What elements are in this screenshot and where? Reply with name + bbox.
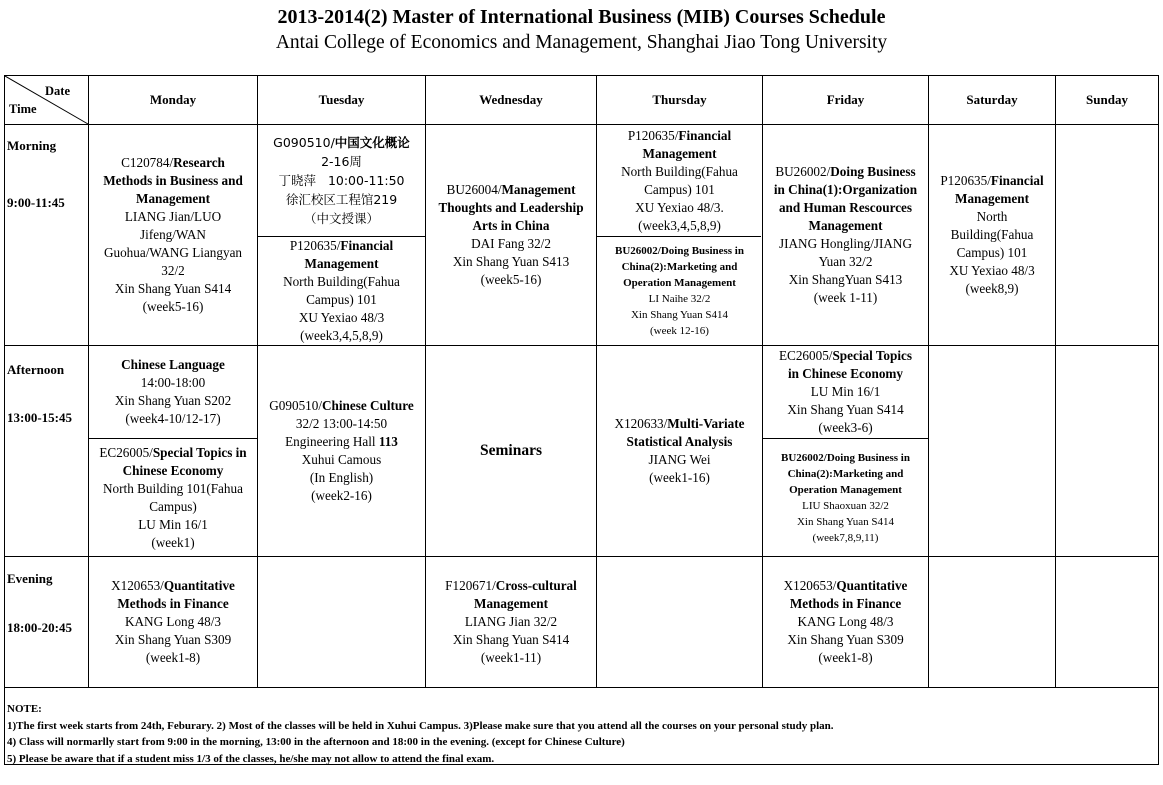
course-weeks: (week4-10/12-17) — [125, 411, 221, 426]
course-title: Management — [304, 256, 379, 271]
course-title: in Chinese Economy — [787, 366, 904, 381]
course-title: Chinese Economy — [122, 462, 224, 478]
course-code: P120635/ — [627, 127, 679, 143]
course-title: Operation Management — [789, 483, 902, 496]
row-time-afternoon: 13:00-15:45 — [7, 410, 72, 425]
notes-section — [7, 701, 1157, 767]
course-teacher: LI Naihe 32/2 — [648, 293, 711, 305]
course-room-number: 113 — [378, 434, 398, 449]
row-label-afternoon: Afternoon — [7, 362, 65, 377]
corner-date-label: Date — [45, 84, 70, 98]
course-time: 10:00-11:50 — [327, 173, 405, 188]
course-title: Management — [474, 596, 548, 611]
page-subtitle: Antai College of Economics and Management, Shanghai Jiao Tong University — [275, 32, 888, 53]
course-hours: 32/2 — [161, 263, 185, 278]
course-teacher: LIU Shaoxuan 32/2 — [802, 499, 889, 512]
course-code: G090510/ — [269, 398, 323, 413]
course-time: 14:00-18:00 — [140, 375, 206, 390]
course-title: Financial — [340, 238, 394, 253]
course-cell-wed-evening — [426, 557, 596, 687]
course-cell-fri-evening — [763, 557, 928, 687]
course-weeks: (week 1-11) — [813, 290, 878, 305]
corner-time-label: Time — [9, 102, 37, 116]
course-weeks: (week1-16) — [649, 470, 710, 485]
course-room: Xin Shang Yuan S309 — [114, 632, 232, 647]
seminars-label: Seminars — [480, 442, 542, 459]
course-weeks: (week3-6) — [818, 420, 873, 435]
course-cell-thu-morning-finance — [597, 125, 762, 236]
course-code: F120671/ — [445, 578, 496, 593]
row-label-morning: Morning — [7, 138, 57, 153]
course-teacher: LIANG Jian/LUO — [124, 209, 222, 224]
day-header-monday: Monday — [149, 92, 197, 107]
course-weeks: (week 12-16) — [650, 325, 709, 337]
course-teacher: XU Yexiao 48/3. — [635, 199, 724, 215]
course-title: in China(1):Organization — [773, 182, 918, 197]
schedule-table — [4, 75, 1159, 765]
course-cell-thu-afternoon — [597, 346, 762, 556]
course-room: Engineering Hall — [285, 434, 379, 449]
course-teacher: JIANG Hongling/JIANG — [779, 236, 912, 251]
course-weeks: (week3,4,5,8,9) — [638, 217, 721, 233]
course-room: Campus) 101 — [956, 245, 1028, 260]
course-cell-thu-morning-business — [597, 237, 762, 345]
course-weeks: (week3,4,5,8,9) — [300, 328, 383, 343]
course-room: Xin ShangYuan S413 — [788, 272, 903, 287]
course-teacher: LIANG Jian 32/2 — [464, 614, 558, 629]
day-header-friday: Friday — [826, 92, 865, 107]
course-cell-fri-afternoon-business — [763, 439, 928, 556]
course-title: Special Topics — [832, 348, 912, 363]
course-weeks: (week1-8) — [818, 650, 873, 665]
course-teacher: Jifeng/WAN — [140, 227, 206, 242]
course-title: Methods in Business and — [103, 173, 243, 188]
course-title: China(2):Marketing and — [787, 467, 904, 480]
course-cell-tue-afternoon — [258, 346, 425, 556]
course-weeks: (week1-11) — [480, 650, 542, 665]
day-header-thursday: Thursday — [652, 92, 707, 107]
course-room: North — [976, 209, 1008, 224]
course-title: Research — [173, 155, 225, 170]
course-title: Methods in Finance — [117, 596, 229, 611]
course-room: Campus) 101 — [644, 181, 715, 197]
course-cell-fri-afternoon-economy — [763, 346, 928, 438]
course-title: Cross-cultural — [495, 578, 577, 593]
course-campus: Xuhui Camous — [301, 452, 382, 467]
course-weeks: (week8,9) — [965, 281, 1019, 296]
course-title: BU26002/Doing Business in — [781, 451, 910, 464]
course-room: Xin Shang Yuan S414 — [787, 402, 904, 417]
course-teacher: JIANG Wei — [648, 452, 711, 467]
course-cell-tue-morning-finance — [258, 237, 425, 345]
course-teacher: LU Min 16/1 — [810, 384, 881, 399]
course-weeks: (week1-8) — [145, 650, 201, 665]
note-line: 5) Please be aware that if a student miss 1/3 of the classes, he/she may not allow to attend the final exam. — [7, 752, 495, 765]
course-weeks: 2-16周 — [321, 154, 362, 169]
course-language: (In English) — [309, 470, 374, 485]
course-title: 中国文化概论 — [334, 135, 410, 150]
course-code: BU26004/ — [446, 182, 502, 197]
course-title: Multi-Variate — [667, 416, 745, 431]
course-cell-mon-evening — [89, 557, 257, 687]
course-weeks: (week5-16) — [142, 299, 204, 314]
course-weeks: (week5-16) — [480, 272, 542, 287]
course-room: Xin Shang Yuan S309 — [787, 632, 904, 647]
course-teacher: XU Yexiao 48/3 — [298, 310, 385, 325]
course-room: North Building(Fahua — [283, 274, 400, 289]
course-code: EC26005/ — [778, 348, 833, 363]
row-label-evening: Evening — [7, 571, 53, 586]
course-title: Quantitative — [163, 578, 235, 593]
course-teacher: Yuan 32/2 — [818, 254, 873, 269]
course-title: Special Topics in — [152, 444, 247, 460]
day-header-sunday: Sunday — [1086, 92, 1128, 107]
course-teacher: DAI Fang 32/2 — [471, 236, 551, 251]
course-title: Management — [955, 191, 1029, 206]
course-title: Financial — [678, 127, 732, 143]
course-room: Xin Shang Yuan S414 — [796, 515, 895, 528]
course-room: Campus) 101 — [306, 292, 377, 307]
course-room: Campus) — [149, 498, 197, 514]
course-room: Xin Shang Yuan S413 — [452, 254, 570, 269]
course-room: Xin Shang Yuan S414 — [452, 632, 570, 647]
course-title: Quantitative — [836, 578, 908, 593]
course-title: Management — [642, 145, 717, 161]
col-divider — [1055, 76, 1056, 687]
course-title: BU26002/Doing Business in — [615, 245, 744, 257]
course-room: 徐汇校区工程馆219 — [285, 192, 398, 207]
course-cell-mon-morning — [89, 125, 257, 345]
course-title: Management — [808, 218, 883, 233]
course-cell-wed-morning — [426, 125, 596, 345]
course-room: Xin Shang Yuan S414 — [630, 309, 729, 321]
course-language: （中文授课） — [303, 211, 379, 226]
course-cell-wed-afternoon — [426, 346, 596, 556]
course-weeks: (week1) — [151, 534, 195, 550]
course-cell-mon-afternoon-language — [89, 346, 257, 438]
course-title: Statistical Analysis — [626, 434, 733, 449]
course-room: Xin Shang Yuan S414 — [114, 281, 232, 296]
course-teacher: Guohua/WANG Liangyan — [103, 245, 243, 260]
evening-row-divider — [5, 687, 1158, 688]
course-title: Management — [136, 191, 210, 206]
course-title: Thoughts and Leadership — [438, 200, 584, 215]
course-title: and Human Rescources — [778, 200, 913, 215]
course-title: Doing Business — [830, 164, 916, 179]
course-code: BU26002/ — [775, 164, 831, 179]
course-title: Operation Management — [623, 277, 736, 289]
course-title: Methods in Finance — [789, 596, 902, 611]
day-header-wednesday: Wednesday — [479, 92, 543, 107]
course-title: China(2):Marketing and — [621, 261, 738, 273]
course-title: Financial — [990, 173, 1044, 188]
note-line: 1)The first week starts from 24th, Feburary. 2) Most of the classes will be held in Xuhui Campus. 3)Please make sure that you attend all the courses on your personal study plan. — [7, 719, 834, 732]
course-title: Management — [501, 182, 576, 197]
course-code: X120653/ — [111, 578, 164, 593]
course-code: X120633/ — [614, 416, 668, 431]
row-time-morning: 9:00-11:45 — [7, 195, 65, 210]
course-teacher: KANG Long 48/3 — [797, 614, 894, 629]
notes-heading: NOTE: — [7, 703, 42, 715]
course-weeks: (week7,8,9,11) — [812, 531, 879, 544]
course-weeks: (week2-16) — [311, 488, 372, 503]
course-room: Building(Fahua — [950, 227, 1034, 242]
course-teacher: 丁晓萍 — [278, 173, 317, 188]
note-line: 4) Class will normarlly start from 9:00 in the morning, 13:00 in the afternoon and 18:00 in the evening. (except for Chinese Culture) — [7, 736, 625, 748]
course-teacher: LU Min 16/1 — [138, 516, 208, 532]
course-cell-tue-morning-chinese — [258, 125, 425, 236]
course-code: P120635/ — [289, 238, 341, 253]
course-code: X120653/ — [783, 578, 837, 593]
course-code: EC26005/ — [99, 444, 153, 460]
course-cell-mon-afternoon-economy — [89, 439, 257, 556]
course-code: G090510/ — [273, 135, 335, 150]
course-hours: 32/2 13:00-14:50 — [295, 416, 388, 431]
course-title: Chinese Language — [121, 357, 225, 372]
page-title: 2013-2014(2) Master of International Business (MIB) Courses Schedule — [277, 6, 886, 28]
course-title: Chinese Culture — [322, 398, 414, 413]
course-cell-sat-morning — [929, 125, 1055, 345]
course-code: C120784/ — [121, 155, 174, 170]
course-room: North Building(Fahua — [621, 163, 738, 179]
course-teacher: XU Yexiao 48/3 — [949, 263, 1035, 278]
day-header-tuesday: Tuesday — [318, 92, 365, 107]
day-header-saturday: Saturday — [966, 92, 1018, 107]
course-room: Xin Shang Yuan S202 — [114, 393, 232, 408]
course-room: North Building 101(Fahua — [103, 480, 243, 496]
course-cell-fri-morning — [763, 125, 928, 345]
course-code: P120635/ — [940, 173, 991, 188]
course-title: Arts in China — [472, 218, 550, 233]
row-time-evening: 18:00-20:45 — [7, 620, 72, 635]
course-teacher: KANG Long 48/3 — [125, 614, 221, 629]
